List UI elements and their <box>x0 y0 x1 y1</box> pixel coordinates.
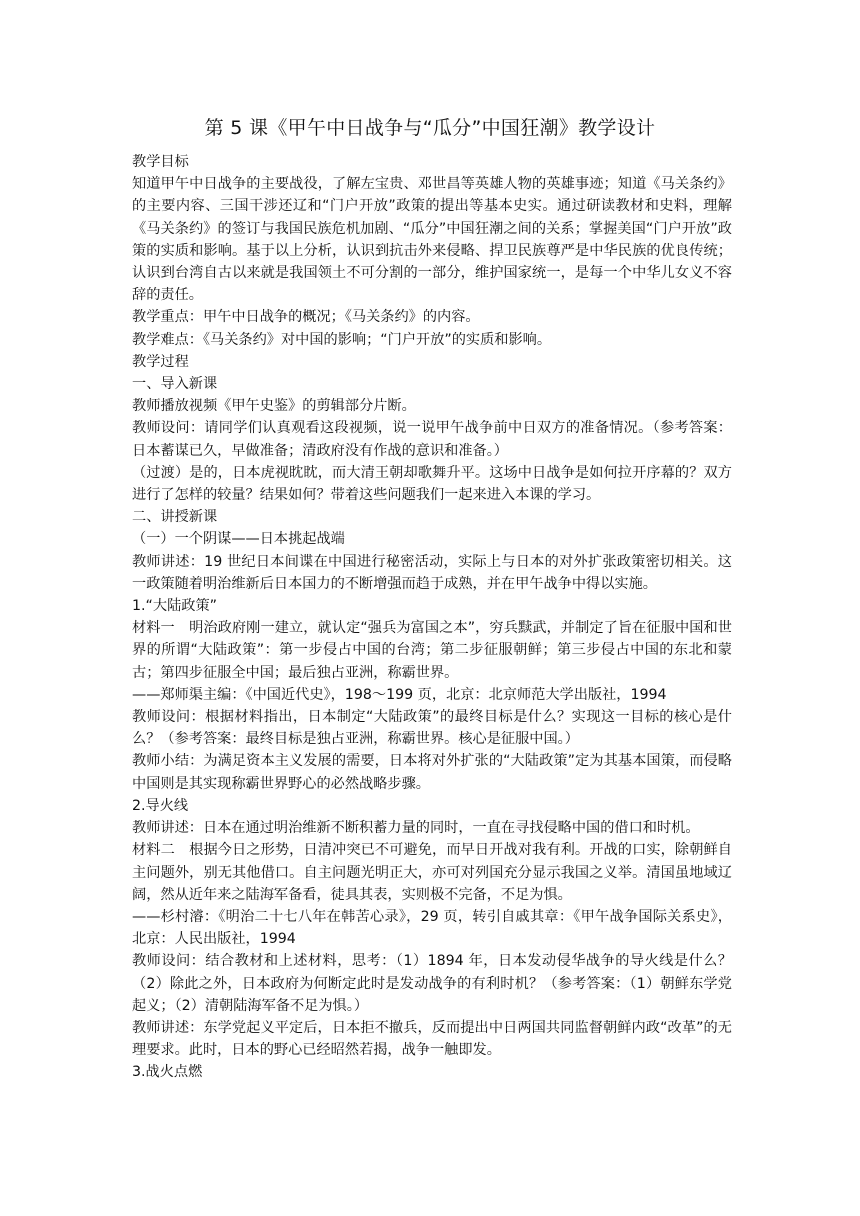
intro-video: 教师播放视频《甲午史鉴》的剪辑部分片断。 <box>132 398 416 415</box>
teacher-question-2: 教师设问：结合教材和上述材料，思考：（1）1894 年，日本发动侵华战争的导火线是什么？（2）除此之外，日本政府为何断定此时是发动战争的有利时机？（参考答案：（1）朝鲜东学党起义；（2）清朝陆海军备不足为惧。） <box>132 953 732 1014</box>
goals-paragraph: 知道甲午中日战争的主要战役，了解左宝贵、邓世昌等英雄人物的英雄事迹；知道《马关条约》的主要内容、三国干涉还辽和“门户开放”政策的提出等基本史实。通过研读教材和史料，理解《马关条约》的签订与我国民族危机加剧、“瓜分”中国狂潮之间的关系；掌握美国“门户开放”政策的实质和影响。基于以上分析，认识到抗击外来侵略、捍卫民族尊严是中华民族的优良传统；认识到台湾自古以来就是我国领土不可分割的一部分，维护国家统一，是每一个中华儿女义不容辞的责任。 <box>132 176 732 304</box>
teacher-narration-3: 教师讲述：东学党起义平定后，日本拒不撤兵，反而提出中日两国共同监督朝鲜内政“改革”的无理要求。此时，日本的野心已经昭然若揭，战争一触即发。 <box>132 1019 732 1059</box>
section-continental-policy: 1.“大陆政策” <box>132 598 217 615</box>
teacher-question-1: 教师设问：根据材料指出，日本制定“大陆政策”的最终目标是什么？实现这一目标的核心是什么？（参考答案：最终目标是独占亚洲，称霸世界。核心是征服中国。） <box>132 709 732 748</box>
section-war-ignites: 3.战火点燃 <box>132 1064 203 1081</box>
teacher-narration-2: 教师讲述：日本在通过明治维新不断积蓄力量的同时，一直在寻找侵略中国的借口和时机。 <box>132 820 700 837</box>
heading-new-lesson: 二、讲授新课 <box>132 509 218 526</box>
transition-paragraph: （过渡）是的，日本虎视眈眈，而大清王朝却歌舞升平。这场中日战争是如何拉开序幕的？双方进行了怎样的较量？结果如何？带着这些问题我们一起来进入本课的学习。 <box>132 464 732 504</box>
material-two: 材料二 根据今日之形势，日清冲突已不可避免，而早日开战对我有利。开战的口实，除朝鲜自主问题外，别无其他借口。自主问题光明正大，亦可对列国充分显示我国之义举。清国虽地域辽阔，然从近年来之陆海军备看，徒具其表，实则极不完备，不足为惧。 <box>132 842 732 903</box>
subheading-conspiracy: （一）一个阴谋——日本挑起战端 <box>132 531 345 548</box>
teacher-summary: 教师小结：为满足资本主义发展的需要，日本将对外扩张的“大陆政策”定为其基本国策，而侵略中国则是其实现称霸世界野心的必然战略步骤。 <box>132 753 732 792</box>
key-points: 教学重点：甲午中日战争的概况；《马关条约》的内容。 <box>132 309 480 326</box>
teacher-narration-1: 教师讲述：19 世纪日本间谍在中国进行秘密活动，实际上与日本的对外扩张政策密切相关。这一政策随着明治维新后日本国力的不断增强而趋于成熟，并在甲午战争中得以实施。 <box>132 553 732 592</box>
difficult-points: 教学难点：《马关条约》对中国的影响；“门户开放”的实质和影响。 <box>132 331 552 348</box>
section-fuse: 2.导火线 <box>132 797 189 814</box>
material-one-source: ——郑师渠主编：《中国近代史》，198～199 页，北京：北京师范大学出版社，1994 <box>132 686 667 703</box>
intro-question: 教师设问：请同学们认真观看这段视频，说一说甲午战争前中日双方的准备情况。（参考答案：日本蓄谋已久，早做准备；清政府没有作战的意识和准备。） <box>132 420 732 459</box>
material-one: 材料一 明治政府刚一建立，就认定“强兵为富国之本”，穷兵黩武，并制定了旨在征服中国和世界的所谓“大陆政策”：第一步侵占中国的台湾；第二步征服朝鲜；第三步侵占中国的东北和蒙古；第四步征服全中国；最后独占亚洲，称霸世界。 <box>132 620 732 681</box>
document-body <box>132 151 732 1084</box>
heading-teaching-goals: 教学目标 <box>132 154 189 170</box>
heading-introduction: 一、导入新课 <box>132 376 218 393</box>
page-title: 第 5 课《甲午中日战争与“瓜分”中国狂潮》教学设计 <box>204 117 656 139</box>
heading-teaching-process: 教学过程 <box>132 353 189 370</box>
material-two-source: ——杉村濬：《明治二十七八年在韩苦心录》，29 页，转引自戚其章：《甲午战争国际关系史》，北京：人民出版社，1994 <box>132 908 732 948</box>
